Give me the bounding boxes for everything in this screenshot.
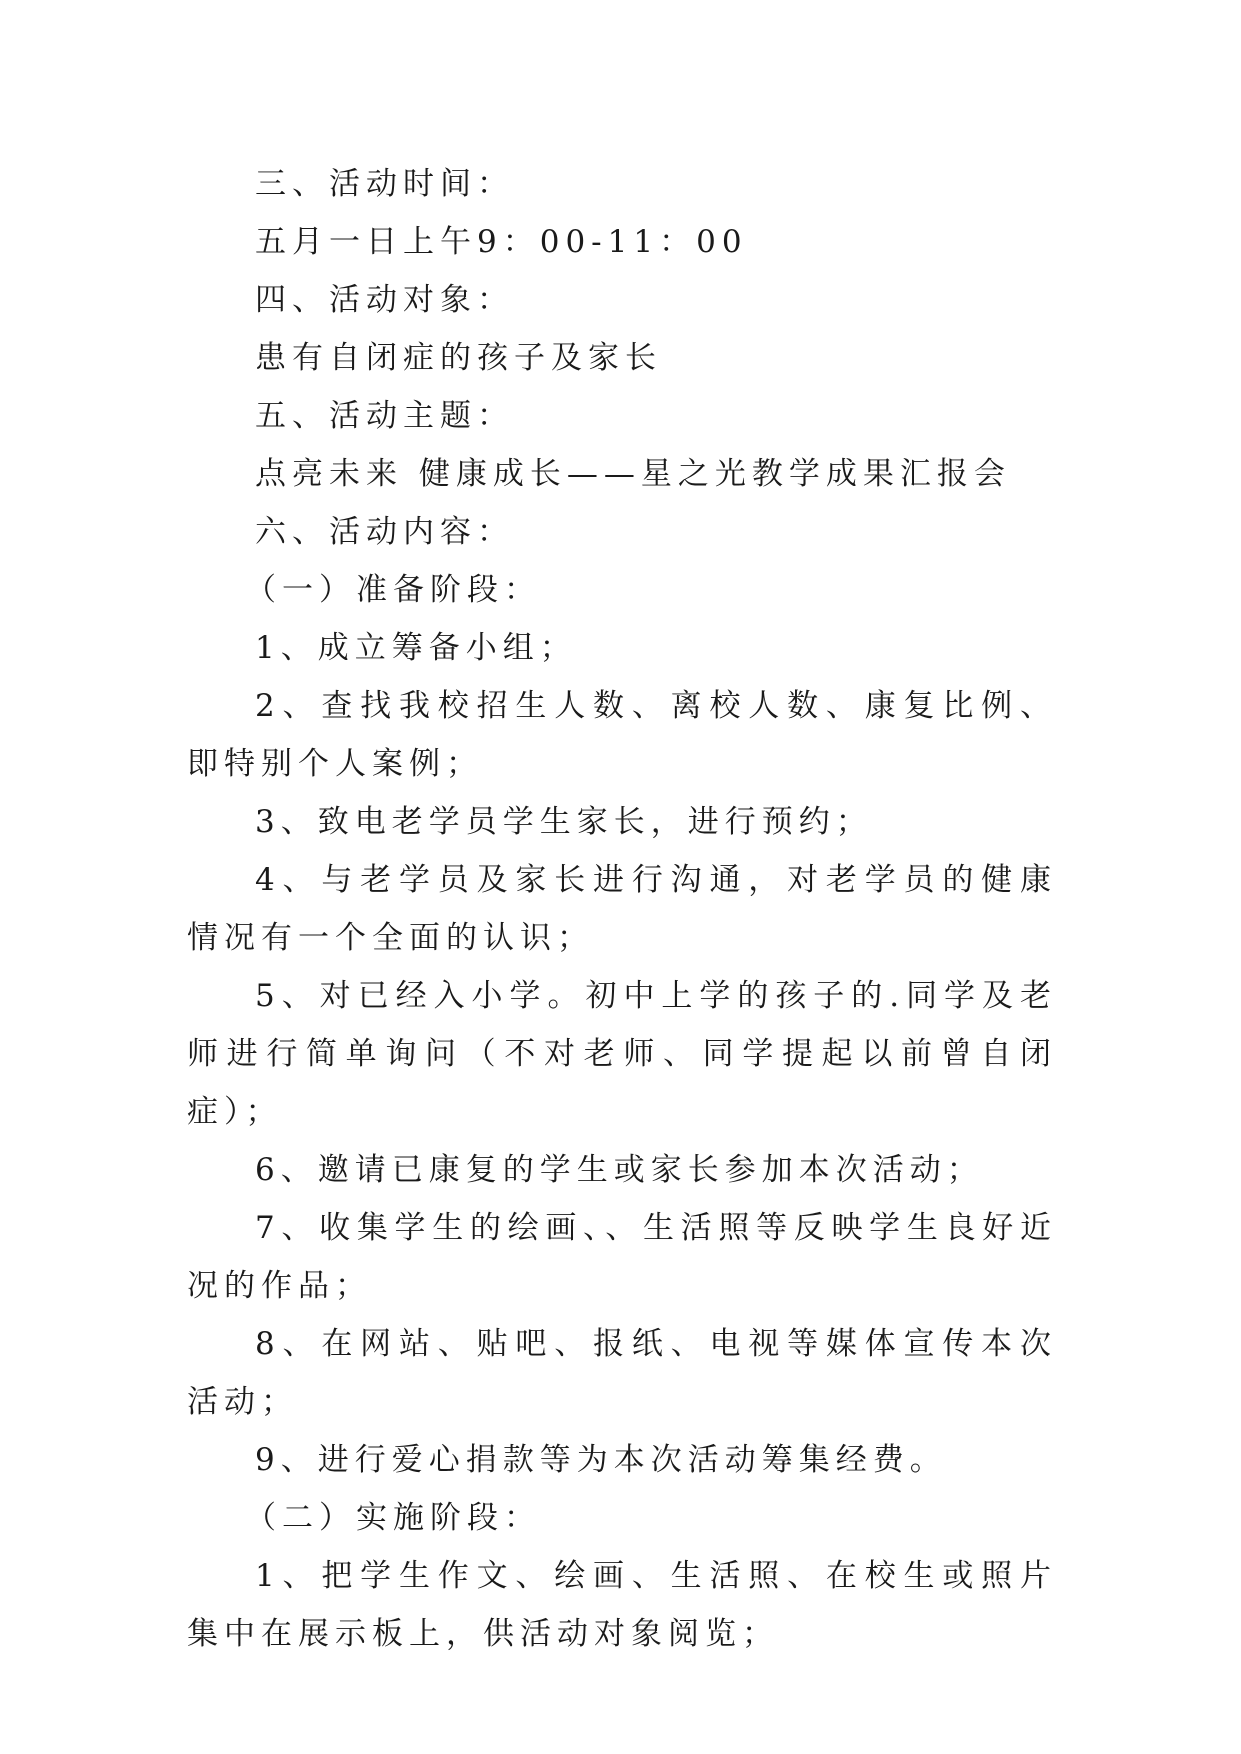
list-item: 3、致电老学员学生家长，进行预约； (255, 804, 873, 840)
list-item: 9、进行爱心捐款等为本次活动筹集经费。 (255, 1442, 947, 1478)
list-item: 2、查找我校招生人数、离校人数、康复比例、即特别个人案例； (187, 688, 1057, 782)
list-item: 6、邀请已康复的学生或家长参加本次活动； (255, 1152, 984, 1188)
heading-activity-content: 六、活动内容： (255, 514, 514, 550)
list-item: 1、把学生作文、绘画、生活照、在校生或照片集中在展示板上，供活动对象阅览； (187, 1558, 1057, 1652)
subheading-preparation-stage: （一）准备阶段： (245, 572, 541, 608)
heading-activity-audience: 四、活动对象： (255, 282, 514, 318)
list-item: 4、与老学员及家长进行沟通，对老学员的健康情况有一个全面的认识； (187, 862, 1057, 956)
document-body (187, 155, 1057, 1663)
heading-activity-time: 三、活动时间： (255, 166, 514, 202)
list-item: 5、对已经入小学。初中上学的孩子的.同学及老师进行简单询问（不对老师、同学提起以前曾自闭症）； (187, 978, 1057, 1130)
activity-audience-value: 患有自闭症的孩子及家长 (255, 340, 662, 376)
list-item: 8、在网站、贴吧、报纸、电视等媒体宣传本次活动； (187, 1326, 1057, 1420)
list-item: 7、收集学生的绘画、、生活照等反映学生良好近况的作品； (187, 1210, 1057, 1304)
activity-time-value: 五月一日上午9：00-11：00 (255, 224, 748, 260)
list-item: 1、成立筹备小组； (255, 630, 577, 666)
subheading-implementation-stage: （二）实施阶段： (245, 1500, 541, 1536)
heading-activity-theme: 五、活动主题： (255, 398, 514, 434)
activity-theme-value: 点亮未来 健康成长——星之光教学成果汇报会 (255, 456, 1011, 492)
